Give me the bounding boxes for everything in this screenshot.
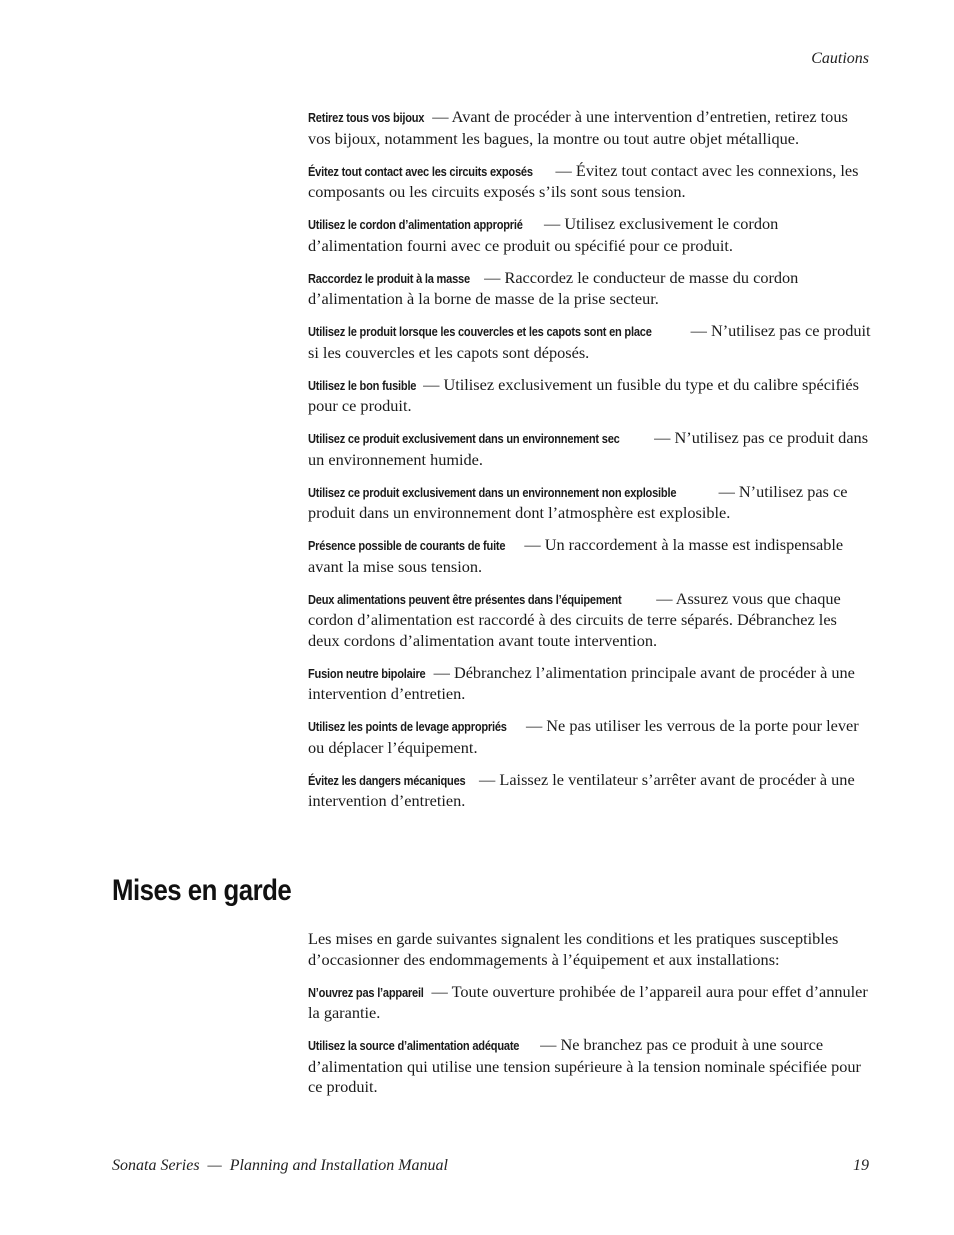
caution-item: Utilisez la source d’alimentation adéquate — Ne branchez pas ce produit à une source d’alimentation qui utilise une tension supérieure à la tension nominale spécifiée pour ce produit. bbox=[308, 1035, 861, 1096]
warning-text: N’utilisez pas ce produit dans un environnement humide. bbox=[308, 428, 869, 469]
warning-text: Utilisez exclusivement un fusible du type et du calibre spécifiés pour ce produit. bbox=[308, 374, 859, 415]
warning-term: Fusion neutre bipolaire bbox=[308, 666, 426, 681]
warning-text: Ne pas utiliser les verrous de la porte pour lever ou déplacer l’équipement. bbox=[308, 716, 859, 757]
warning-text: Assurez vous que chaque cordon d’alimentation est raccordé à des circuits de terre séparés. Débranchez les deux cordons d’alimentation avant toute intervention. bbox=[308, 588, 841, 650]
warning-item: Utilisez les points de levage appropriés — Ne pas utiliser les verrous de la porte pour lever ou déplacer l’équipement. bbox=[308, 716, 859, 757]
warning-term: Utilisez les points de levage appropriés bbox=[308, 720, 507, 734]
warning-item: Utilisez ce produit exclusivement dans un environnement sec — N’utilisez pas ce produit dans un environnement humide. bbox=[308, 428, 869, 469]
warning-term: Utilisez le cordon d’alimentation approprié bbox=[308, 218, 523, 232]
warning-text: Un raccordement à la masse est indispensable avant la mise sous tension. bbox=[308, 535, 844, 576]
warning-term: Retirez tous vos bijoux bbox=[308, 111, 425, 125]
warning-term: Utilisez ce produit exclusivement dans un environnement non explosible bbox=[308, 485, 677, 500]
warning-term: Évitez les dangers mécaniques bbox=[308, 773, 466, 788]
footer-manual-title: Sonata Series — Planning and Installation Manual bbox=[112, 1157, 448, 1174]
warning-item: Utilisez le cordon d’alimentation approprié — Utilisez exclusivement le cordon d’alimentation fourni avec ce produit ou spécifié pour ce produit. bbox=[308, 214, 779, 255]
warning-list bbox=[308, 107, 872, 823]
caution-text: Ne branchez pas ce produit à une source d’alimentation qui utilise une tension supérieure à la tension nominale spécifiée pour ce produit. bbox=[308, 1035, 861, 1096]
warning-item: Utilisez le bon fusible — Utilisez exclusivement un fusible du type et du calibre spécifiés pour ce produit. bbox=[308, 374, 859, 415]
caution-list bbox=[308, 929, 872, 1109]
warning-text: Avant de procéder à une intervention d’entretien, retirez tous vos bijoux, notamment les bagues, la montre ou tout autre objet métallique. bbox=[308, 107, 848, 148]
warning-item: Utilisez ce produit exclusivement dans un environnement non explosible — N’utilisez pas ce produit dans un environnement dont l’atmosphère est explosible. bbox=[308, 481, 848, 522]
warning-term: Présence possible de courants de fuite bbox=[308, 539, 506, 553]
footer-page-number: 19 bbox=[853, 1157, 869, 1174]
warning-text: Utilisez exclusivement le cordon d’alimentation fourni avec ce produit ou spécifié pour ce produit. bbox=[308, 214, 779, 255]
warning-text: N’utilisez pas ce produit si les couvercles et les capots sont déposés. bbox=[308, 321, 871, 362]
warning-text: N’utilisez pas ce produit dans un environnement dont l’atmosphère est explosible. bbox=[308, 481, 848, 522]
warning-item: Deux alimentations peuvent être présentes dans l’équipement — Assurez vous que chaque cordon d’alimentation est raccordé à des circuits de terre séparés. Débranchez les deux cordons d’alimentation avant toute intervention. bbox=[308, 588, 841, 650]
warning-text: Débranchez l’alimentation principale avant de procéder à une intervention d’entretien. bbox=[308, 662, 855, 703]
warning-term: Utilisez ce produit exclusivement dans un environnement sec bbox=[308, 432, 620, 446]
warning-item: Utilisez le produit lorsque les couvercles et les capots sont en place — N’utilisez pas ce produit si les couvercles et les capots sont déposés. bbox=[308, 321, 871, 362]
warning-item: Évitez tout contact avec les circuits exposés — Évitez tout contact avec les connexions, les composants ou les circuits exposés s’ils sont sous tension. bbox=[308, 160, 859, 201]
warning-term: Utilisez le bon fusible bbox=[308, 378, 417, 393]
running-header: Cautions bbox=[811, 50, 869, 67]
warning-text: Évitez tout contact avec les connexions, les composants ou les circuits exposés s’ils sont sous tension. bbox=[308, 160, 859, 201]
warning-item: Évitez les dangers mécaniques — Laissez le ventilateur s’arrêter avant de procéder à une intervention d’entretien. bbox=[308, 769, 855, 810]
caution-item: N’ouvrez pas l’appareil — Toute ouverture prohibée de l’appareil aura pour effet d’annuler la garantie. bbox=[308, 981, 868, 1022]
section-intro: Les mises en garde suivantes signalent les conditions et les pratiques susceptibles d’occasionner des endommagements à l’équipement et aux installations: bbox=[308, 929, 839, 969]
caution-term: N’ouvrez pas l’appareil bbox=[308, 985, 424, 1000]
warning-term: Utilisez le produit lorsque les couvercles et les capots sont en place bbox=[308, 325, 652, 339]
warning-item: Fusion neutre bipolaire — Débranchez l’alimentation principale avant de procéder à une intervention d’entretien. bbox=[308, 662, 855, 703]
caution-text: Toute ouverture prohibée de l’appareil aura pour effet d’annuler la garantie. bbox=[308, 981, 868, 1022]
warning-text: Raccordez le conducteur de masse du cordon d’alimentation à la borne de masse de la prise secteur. bbox=[308, 267, 799, 308]
warning-item: Raccordez le produit à la masse — Raccordez le conducteur de masse du cordon d’alimentation à la borne de masse de la prise secteur. bbox=[308, 267, 799, 308]
warning-text: Laissez le ventilateur s’arrêter avant de procéder à une intervention d’entretien. bbox=[308, 769, 855, 810]
warning-item: Présence possible de courants de fuite — Un raccordement à la masse est indispensable avant la mise sous tension. bbox=[308, 535, 844, 576]
section-heading: Mises en garde bbox=[112, 874, 292, 907]
warning-item: Retirez tous vos bijoux — Avant de procéder à une intervention d’entretien, retirez tous vos bijoux, notamment les bagues, la montre ou tout autre objet métallique. bbox=[308, 107, 848, 148]
warning-term: Deux alimentations peuvent être présentes dans l’équipement bbox=[308, 592, 622, 607]
caution-term: Utilisez la source d’alimentation adéquate bbox=[308, 1039, 520, 1053]
warning-term: Évitez tout contact avec les circuits exposés bbox=[308, 164, 533, 179]
warning-term: Raccordez le produit à la masse bbox=[308, 271, 470, 286]
